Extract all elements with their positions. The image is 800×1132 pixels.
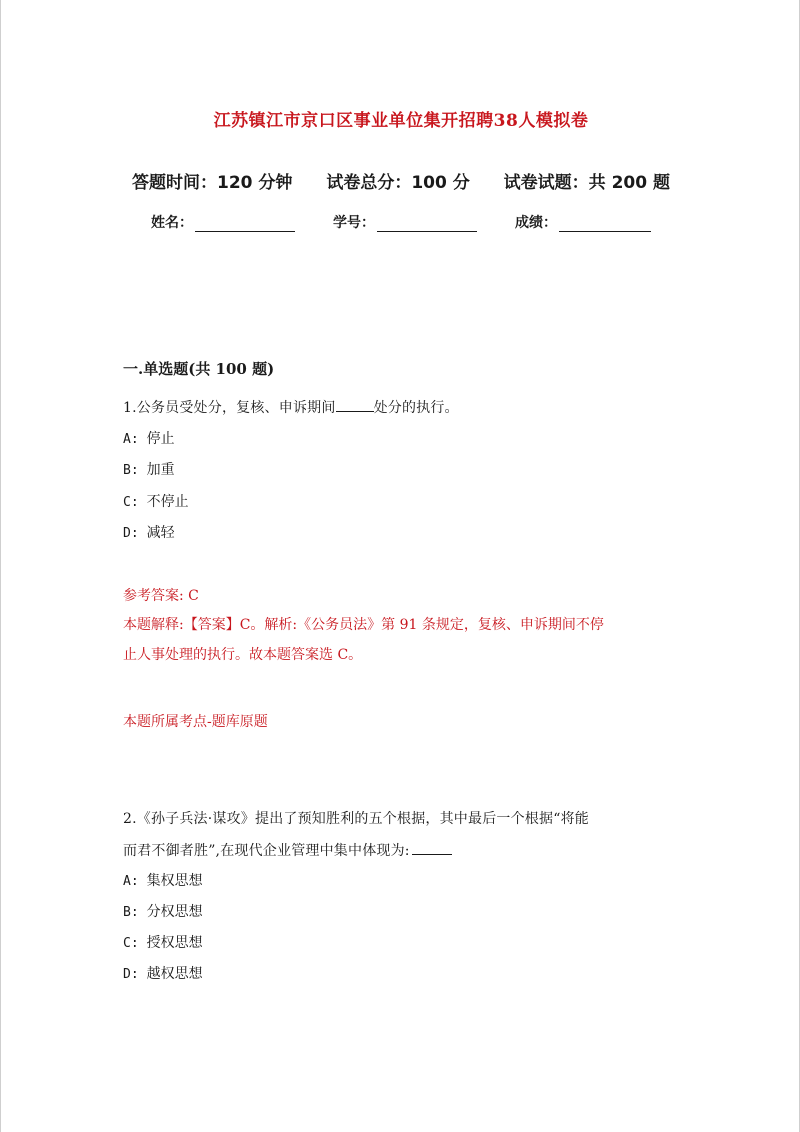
exam-title: 江苏镇江市京口区事业单位集开招聘38人模拟卷 xyxy=(213,111,589,131)
option-text: 分权思想 xyxy=(146,904,203,920)
question-1-point: 本题所属考点-题库原题 xyxy=(123,714,268,730)
student-id-blank xyxy=(377,215,477,232)
option-text: 减轻 xyxy=(146,525,175,541)
name-field xyxy=(151,212,295,232)
question-1-option-a xyxy=(123,428,175,448)
answer-blank xyxy=(412,842,452,855)
option-text: 集权思想 xyxy=(146,873,203,889)
option-label: D: xyxy=(123,967,139,982)
question-2-stem-line-2-row xyxy=(123,835,683,867)
question-2-option-c xyxy=(123,932,203,952)
name-blank xyxy=(195,215,295,232)
question-1-stem xyxy=(123,397,683,419)
option-label: D: xyxy=(123,526,139,541)
exam-total-score: 试卷总分：100 分 xyxy=(326,173,470,193)
option-label: C: xyxy=(123,936,139,951)
exam-question-count: 试卷试题：共 200 题 xyxy=(503,173,670,193)
explanation-line-1: 本题解释:【答案】C。解析:《公务员法》第 91 条规定，复核、申诉期间不停 xyxy=(123,617,604,633)
question-1-stem-before: 1.公务员受处分，复核、申诉期间 xyxy=(123,400,336,416)
question-1-answer: 参考答案: C xyxy=(123,588,199,604)
section-heading: 一.单选题(共 100 题) xyxy=(123,360,275,378)
student-id-label: 学号： xyxy=(333,215,375,231)
option-label: A: xyxy=(123,874,139,889)
question-1-explanation xyxy=(123,610,689,670)
option-label: A: xyxy=(123,432,139,447)
question-1-option-c xyxy=(123,491,189,511)
explanation-line-2: 止人事处理的执行。故本题答案选 C。 xyxy=(123,647,363,663)
option-text: 停止 xyxy=(146,431,175,447)
question-2-stem-line-2: 而君不御者胜”,在现代企业管理中集中体现为: xyxy=(123,843,410,859)
question-2-option-d xyxy=(123,963,203,983)
answer-blank xyxy=(336,399,374,412)
score-blank xyxy=(559,215,651,232)
option-text: 不停止 xyxy=(146,494,189,510)
exam-info-row xyxy=(1,168,800,193)
option-text: 越权思想 xyxy=(146,966,203,982)
question-2-stem-line-1: 2.《孙子兵法·谋攻》提出了预知胜利的五个根据，其中最后一个根据“将能 xyxy=(123,811,589,827)
student-id-field xyxy=(333,212,477,232)
student-info-row xyxy=(151,212,691,232)
option-label: C: xyxy=(123,495,139,510)
option-text: 加重 xyxy=(146,462,175,478)
score-field xyxy=(515,212,651,232)
question-1-option-b xyxy=(123,459,175,479)
option-label: B: xyxy=(123,905,139,920)
score-label: 成绩： xyxy=(515,215,557,231)
question-1-option-d xyxy=(123,522,175,542)
question-1-stem-after: 处分的执行。 xyxy=(373,400,459,416)
option-text: 授权思想 xyxy=(146,935,203,951)
option-label: B: xyxy=(123,463,139,478)
question-2-stem xyxy=(123,803,683,867)
name-label: 姓名： xyxy=(151,215,193,231)
exam-time: 答题时间：120 分钟 xyxy=(132,173,293,193)
question-2-option-b xyxy=(123,901,203,921)
question-2-option-a xyxy=(123,870,203,890)
